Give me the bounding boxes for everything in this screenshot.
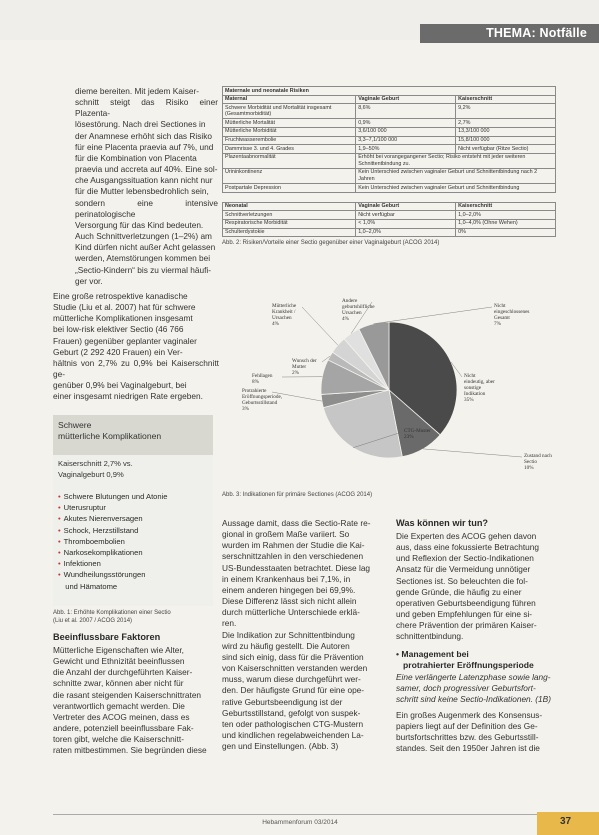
table-cell: Schulterdystokie [223, 228, 356, 237]
text-line: ger vor. [75, 275, 103, 286]
pie-leader-line [302, 307, 338, 345]
table-cell: Respiratorische Morbidität [223, 219, 356, 228]
bullet-icon: • [58, 525, 61, 535]
pie-label: Protrahierte Eröffnungsperiode, Geburtsstillstand 3% [242, 388, 283, 412]
text-line: sind sich einig, dass für die Prävention [222, 651, 364, 662]
text-line: gional in großem Maße variiert. So [222, 529, 350, 540]
text-line: von Kaiserschnitten verstanden werden [222, 663, 368, 674]
text-line: andere, potenziell beeinflussbare Fak- [53, 723, 194, 734]
box-list [58, 491, 210, 592]
table-row [223, 104, 556, 119]
table-cell: 1,9–50% [356, 145, 456, 154]
table-cell: Schwere Morbidität und Mortalität insgesamt (Gesamtmorbidität) [223, 104, 356, 119]
text-line: Gewicht und Ethnizität beeinflussen [53, 656, 185, 667]
complication-item-label: Schwere Blutungen und Atonie [63, 492, 168, 501]
table-spacer-cell [223, 192, 556, 202]
text-line: einem anderen hingegen bei 69,9%. [222, 584, 356, 595]
table-cell: 9,2% [456, 104, 556, 119]
text-line: schritt sind keine Sectio-Indikationen. (1B) [396, 694, 551, 705]
table-cell: Mütterliche Mortalität [223, 119, 356, 128]
column1-bottom-text [53, 645, 213, 757]
pie-label: Nicht eingeschlossenes Gesamt 7% [494, 303, 530, 327]
management-heading [396, 649, 534, 670]
table-cell: Kein Unterschied zwischen vaginaler Geburt und Schnittentbindung [356, 184, 556, 193]
complication-item [58, 502, 210, 513]
risk-table [222, 86, 556, 237]
table-row [223, 211, 556, 220]
complication-item-label: und Hämatome [65, 581, 118, 591]
table-cell: Vaginale Geburt [356, 202, 456, 211]
complication-item-label: Narkosekomplikationen [63, 548, 143, 558]
complication-item-label: Wundheilungsstörungen [63, 570, 146, 580]
pie-label: Wunsch der Mutter 2% [292, 358, 317, 376]
text-line: Mütterliche Eigenschaften wie Alter, [53, 645, 184, 655]
text-line: Kind dürfen nicht außer Acht gelassen [75, 242, 216, 253]
complication-item [58, 547, 210, 558]
table-cell: Vaginale Geburt [356, 95, 456, 104]
table-cell: Nicht verfügbar (Ritze Sectio) [456, 145, 556, 154]
complication-item [58, 513, 210, 524]
text-line: gende Gründe, die häufig zu einer [396, 586, 522, 597]
table-row [223, 127, 556, 136]
table-cell: Fruchtwasserembolie [223, 136, 356, 145]
complication-item [58, 558, 210, 569]
text-line: den. Der häufigste Grund für eine ope- [222, 685, 365, 696]
text-line: für die Kombination von Placenta [75, 152, 197, 163]
table-cell: Maternal [223, 95, 356, 104]
table-cell: 13,3/100 000 [456, 127, 556, 136]
table-row [223, 136, 556, 145]
table-row [223, 153, 556, 168]
complication-item [58, 536, 210, 547]
table-cell: Nicht verfügbar [356, 211, 456, 220]
text-line: papiers liegt auf der Definition des Ge- [396, 721, 538, 732]
text-line: die Anzahl der durchgeführten Kaiser- [53, 667, 193, 678]
table-cell: 0,9% [356, 119, 456, 128]
table-cell: 2,7% [456, 119, 556, 128]
text-line: bei low-risk elektiver Sectio (46 766 [53, 324, 184, 335]
complication-item-label: Infektionen [63, 559, 101, 569]
complication-item-label: Schock, Herzstillstand [63, 525, 139, 535]
text-line: Vertreter des ACOG meinen, dass es [53, 711, 190, 722]
text-line: Sectiones ist. So beleuchten die fol- [396, 575, 528, 586]
text-line: schnitte zwar, können aber nicht für [53, 678, 184, 689]
bullet-icon: • [58, 570, 61, 580]
table-cell: 0% [456, 228, 556, 237]
table-cell: 15,8/100 000 [456, 136, 556, 145]
text-line: für die Mutter lebensbedrohlich sein, [75, 186, 209, 197]
table-row [223, 219, 556, 228]
bullet-icon: • [58, 536, 61, 546]
text-line: sondern eine intensive perinatologische [75, 197, 218, 219]
bullet-icon: • [58, 548, 61, 558]
pie-leader-line [374, 307, 492, 324]
management-heading-line1: • Management bei [396, 649, 469, 659]
text-line: raten mitbestimmen. Sie begründen diese [53, 745, 207, 756]
box-rates [58, 459, 133, 480]
text-line: che Ausgangssituation kann nicht nur [75, 175, 213, 186]
table-cell: 3,3–7,1/100 000 [356, 136, 456, 145]
text-line: standes. Seit den 1950er Jahren ist die [396, 743, 540, 754]
section-title: THEMA: Notfälle [486, 26, 587, 40]
column3-text [396, 531, 556, 643]
table-cell: Kein Unterschied zwischen vaginaler Geburt und Schnittentbindung nach 2 Jahren [356, 168, 556, 183]
pie-label: Andere geburtshilfliche Ursachen 4% [342, 298, 375, 322]
footer-rule [53, 814, 537, 815]
text-line: Eine große retrospektive kanadische [53, 291, 188, 301]
text-line: und geben Empfehlungen für eine si- [396, 609, 533, 620]
risk-table-container [222, 86, 556, 246]
text-line: samer, doch progressiver Geburtsfort- [396, 683, 536, 694]
text-line: ten oder pathologischen CTG-Mustern [222, 718, 364, 729]
complication-item [58, 491, 210, 502]
text-line: wird zu häufig gestellt. Die Autoren [222, 640, 350, 651]
table-row [223, 202, 556, 211]
column2-text [222, 518, 385, 752]
text-line: wurden im Rahmen der Studie die Kai- [222, 540, 365, 551]
table-row [223, 228, 556, 237]
text-line: die rasant steigenden Kaiserschnittraten [53, 689, 202, 700]
bullet-icon: • [58, 514, 61, 524]
text-line: chere Prävention der primären Kaiser- [396, 620, 537, 631]
column3-end-text [396, 710, 556, 755]
text-line: burtsfortschrittes bzw. des Geburtsstill- [396, 732, 539, 743]
complication-item [58, 581, 210, 592]
text-line: genüber 0,9% bei Vaginalgeburt, bei [53, 380, 187, 391]
table-cell: Urininkontinenz [223, 168, 356, 183]
table-row [223, 168, 556, 183]
box-rate-vaginal: Vaginalgeburt 0,9% [58, 469, 124, 479]
text-line: Diese Differenz lässt sich nicht allein [222, 596, 357, 607]
text-line: rative Geburtsbeendigung ist der [222, 696, 343, 707]
table-cell: Kaiserschnitt [456, 95, 556, 104]
table-spacer [223, 192, 556, 202]
bullet-icon: • [58, 492, 61, 501]
page-number: 37 [560, 816, 572, 827]
text-line: aus, dass eine fokussierte Betrachtung [396, 542, 539, 553]
text-line: Frauen) gegenüber geplanter vaginaler [53, 335, 197, 346]
complication-item [58, 569, 210, 580]
pie-leader-line [423, 449, 522, 457]
factors-heading: Beeinflussbare Faktoren [53, 632, 161, 642]
text-line: lösestörung. Nach drei Sectiones in [75, 119, 206, 130]
table-cell: 1,0–2,0% [456, 211, 556, 220]
pie-label: Fehllagen 8% [252, 373, 273, 385]
column3-italic-text [396, 672, 556, 705]
table-cell: Dammrisse 3. und 4. Grades [223, 145, 356, 154]
text-line: für eine Placenta praevia auf 7%, und [75, 141, 214, 152]
table-cell: 1,0–2,0% [356, 228, 456, 237]
text-line: hältnis von 2,7% zu 0,9% bei Kaiserschnitt ge- [53, 357, 219, 380]
text-line: praevia und accreta auf 40%. Eine sol- [75, 164, 218, 175]
column1-top-text [75, 86, 218, 287]
text-line: ren. [222, 618, 237, 629]
table-title: Maternale und neonatale Risiken [223, 87, 556, 96]
text-line: Aussage damit, dass die Sectio-Rate re- [222, 518, 371, 528]
table-cell: < 1,0% [356, 219, 456, 228]
text-line: dieme bereiten. Mit jedem Kaiser- [75, 86, 200, 96]
table-cell: 3,6/100 000 [356, 127, 456, 136]
bullet-icon [58, 582, 62, 591]
text-line: Die Experten des ACOG gehen davon [396, 531, 537, 541]
text-line: „Sectio-Kindern“ bis zu viermal häufi- [75, 264, 212, 275]
text-line: durch mütterliche Unterschiede erklä- [222, 607, 360, 618]
table-row [223, 95, 556, 104]
text-line: mütterliche Komplikationen insgesamt [53, 313, 193, 324]
bullet-icon: • [58, 559, 61, 569]
pie-label: Nicht eindeutig, aber sonstige Indikation 35% [464, 373, 495, 403]
management-heading-text: Management bei [401, 649, 469, 659]
complication-item-label: Thromboembolien [63, 536, 125, 546]
text-line: und kindlichen regelabweichenden La- [222, 729, 364, 740]
text-line: Ansatz für die Vermeidung unnötiger [396, 564, 531, 575]
complication-item-label: Uterusruptur [63, 503, 106, 513]
table-title-row [223, 87, 556, 96]
text-line: einer insgesamt niedrigen Rate ergeben. [53, 391, 203, 402]
text-line: verantwortlich gemacht werden. Die [53, 700, 185, 711]
bullet-icon: • [58, 503, 61, 513]
text-line: Ein großes Augenmerk des Konsensus- [396, 710, 543, 720]
table-cell: Kaiserschnitt [456, 202, 556, 211]
text-line: in einem Krankenhaus bei 7,1%, in [222, 573, 351, 584]
text-line: toren gibt, welche die Kaiserschnitt- [53, 734, 184, 745]
text-line: Die Indikation zur Schnittentbindung [222, 629, 355, 640]
table-row [223, 145, 556, 154]
box-caption-line1: Abb. 1: Erhöhte Komplikationen einer Sectio [53, 610, 171, 616]
pie-label: Mütterliche Krankheit / Ursachen 4% [272, 303, 297, 327]
text-line: und Reflexion der Sectio-Indikationen [396, 553, 534, 564]
text-line: muss, warum diese durchgeführt wer- [222, 674, 361, 685]
complication-item [58, 525, 210, 536]
text-line: schnitt steigt das Risiko einer Plazenta- [75, 97, 218, 119]
indications-pie-chart [222, 282, 556, 487]
table-cell: Schnittverletzungen [223, 211, 356, 220]
pie-caption: Abb. 3: Indikationen für primäre Sectiones (ACOG 2014) [222, 492, 373, 498]
table-row [223, 119, 556, 128]
table-cell: Neonatal [223, 202, 356, 211]
pie-label: Zustand nach Sectio 10% [524, 453, 552, 471]
box-title-line2: mütterliche Komplikationen [58, 430, 162, 441]
text-line: werden, Atemstörungen kommen bei [75, 253, 211, 264]
table-cell: 1,0–4,0% (Ohne Wehen) [456, 219, 556, 228]
table-cell: Postpartale Depression [223, 184, 356, 193]
text-line: gen und Einstellungen. (Abb. 3) [222, 741, 339, 752]
table-cell: Mütterliche Morbidität [223, 127, 356, 136]
box-title-line1: Schwere [58, 420, 92, 430]
table-cell: Plazentaabnormalität [223, 153, 356, 168]
column1-mid-text [53, 291, 219, 403]
text-line: Versorgung für das Kind bedeuten. [75, 219, 204, 230]
text-line: operativen Geburtsbeendigung führen [396, 597, 536, 608]
what-can-we-do-heading: Was können wir tun? [396, 518, 489, 528]
table-cell: Erhöht bei vorangegangener Sectio; Risiko entsteht mit jeder weiteren Schnittentbindung zu. [356, 153, 556, 168]
footer-journal: Hebammenforum 03/2014 [262, 819, 338, 826]
management-heading-line2: protrahierter Eröffnungsperiode [403, 659, 534, 670]
text-line: der Anamnese erhöht sich das Risiko [75, 130, 212, 141]
text-line: US-Bundesstaaten betrachtet. Diese lag [222, 562, 371, 573]
box-caption [53, 609, 171, 625]
text-line: serschnittzahlen in den verschiedenen [222, 551, 364, 562]
table-cell: 8,6% [356, 104, 456, 119]
text-line: Auch Schnittverletzungen (1–2%) am [75, 231, 212, 242]
text-line: Eine verlängerte Latenzphase sowie lang- [396, 672, 551, 682]
table-caption: Abb. 2: Risiken/Vorteile einer Sectio gegenüber einer Vaginalgeburt (ACOG 2014) [222, 240, 440, 247]
text-line: Geburtsstillstand, gefolgt von suspek- [222, 707, 361, 718]
text-line: Studie (Liu et al. 2007) hat für schwere [53, 302, 196, 313]
box-rate-sectio: Kaiserschnitt 2,7% vs. [58, 459, 133, 468]
table-row [223, 184, 556, 193]
complication-item-label: Akutes Nierenversagen [63, 514, 143, 524]
pie-label: CTG-Muster 23% [404, 428, 431, 440]
box-caption-line2: (Liu et al. 2007 / ACOG 2014) [53, 618, 133, 624]
text-line: Geburt (2 292 420 Frauen) ein Ver- [53, 346, 183, 357]
box-title [58, 420, 161, 441]
text-line: schnittentbindung. [396, 631, 464, 642]
